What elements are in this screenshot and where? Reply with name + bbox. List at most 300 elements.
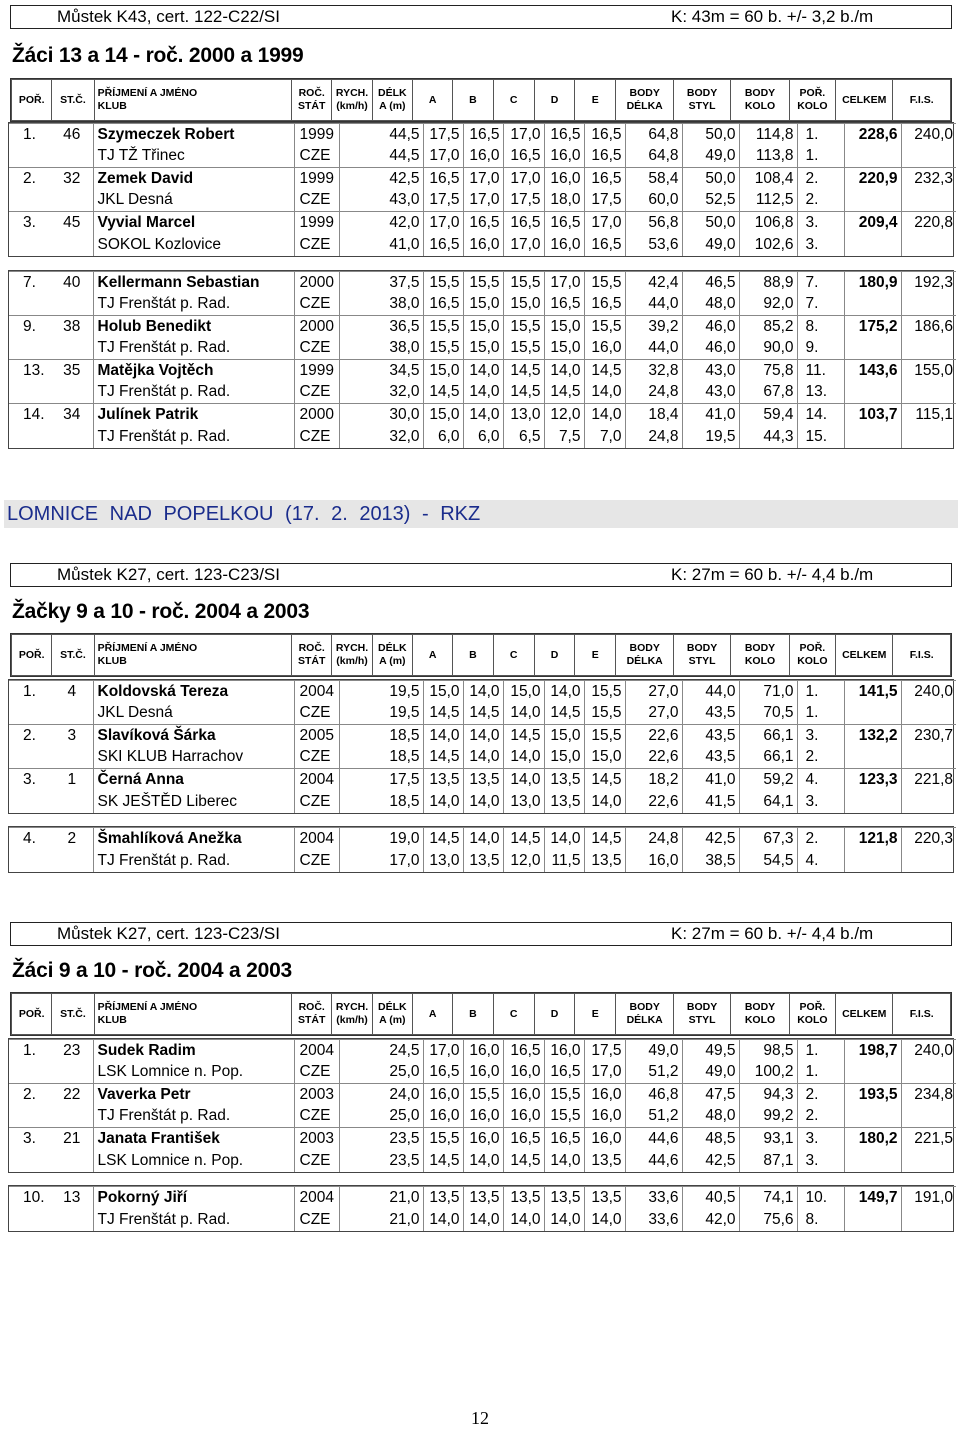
empty-cell bbox=[844, 703, 901, 725]
round-points: 67,8 bbox=[739, 382, 797, 404]
total-points: 209,4 bbox=[844, 212, 901, 234]
judge-score: 17,0 bbox=[463, 190, 503, 212]
speed-cell bbox=[339, 1128, 383, 1150]
header-label: ST.Č. bbox=[60, 648, 86, 661]
speed-cell bbox=[339, 294, 383, 316]
round-points: 108,4 bbox=[739, 168, 797, 190]
distance-points: 22,6 bbox=[625, 747, 682, 769]
country: CZE bbox=[294, 1062, 339, 1084]
distance-points: 49,0 bbox=[625, 1040, 682, 1062]
speed-cell bbox=[339, 212, 383, 234]
style-points: 43,5 bbox=[682, 703, 739, 725]
empty-cell bbox=[9, 747, 51, 769]
judge-score: 12,0 bbox=[503, 850, 544, 872]
judge-score: 14,0 bbox=[584, 404, 625, 426]
judge-score: 14,5 bbox=[503, 382, 544, 404]
style-points: 49,0 bbox=[682, 146, 739, 168]
country: CZE bbox=[294, 850, 339, 872]
header-label: B bbox=[469, 1007, 477, 1020]
round-rank: 7. bbox=[797, 294, 844, 316]
judge-score: 13,5 bbox=[463, 1187, 503, 1209]
jump-distance: 19,5 bbox=[383, 681, 423, 703]
round-points: 102,6 bbox=[739, 234, 797, 256]
round-rank: 8. bbox=[797, 1209, 844, 1231]
start-number: 13 bbox=[51, 1187, 93, 1209]
start-number: 1 bbox=[51, 769, 93, 791]
jump-distance: 43,0 bbox=[389, 191, 420, 209]
judge-score: 13,5 bbox=[423, 769, 463, 791]
jump-distance: 19,5 bbox=[389, 704, 420, 722]
judge-score: 16,0 bbox=[463, 1106, 503, 1128]
judge-score: 16,0 bbox=[463, 146, 503, 168]
speed-cell bbox=[339, 1106, 383, 1128]
header-label: BODY bbox=[744, 1001, 776, 1013]
jump-distance: 25,0 bbox=[389, 1107, 420, 1125]
round-points: 59,2 bbox=[739, 769, 797, 791]
header-label: CELKEM bbox=[842, 1007, 887, 1020]
judge-score: 14,0 bbox=[584, 1209, 625, 1231]
style-points: 50,0 bbox=[682, 212, 739, 234]
speed-cell bbox=[339, 1084, 383, 1106]
style-points: 46,5 bbox=[682, 272, 739, 294]
start-number: 2 bbox=[51, 828, 93, 850]
speed-cell bbox=[339, 146, 383, 168]
header-total bbox=[836, 994, 893, 1035]
table-row bbox=[9, 124, 956, 146]
table-row bbox=[9, 1040, 956, 1062]
fis-points: 240,0 bbox=[901, 681, 956, 703]
club-name: TJ Frenštát p. Rad. bbox=[93, 294, 294, 316]
header-year-country bbox=[292, 635, 332, 676]
country: CZE bbox=[294, 338, 339, 360]
jump-distance: 23,5 bbox=[383, 1128, 423, 1150]
header-label: F.I.S. bbox=[909, 93, 934, 106]
jump-distance: 34,5 bbox=[383, 360, 423, 382]
column-header bbox=[10, 633, 952, 677]
competitor-rank: 3. bbox=[9, 769, 51, 791]
table-row bbox=[9, 1106, 956, 1128]
header-label: POŘ. bbox=[799, 87, 826, 99]
fis-points: 220,8 bbox=[901, 212, 956, 234]
round-rank: 2. bbox=[797, 747, 844, 769]
birth-year: 2004 bbox=[294, 681, 339, 703]
competitor-name: Šmahlíková Anežka bbox=[93, 828, 294, 850]
empty-cell bbox=[51, 190, 93, 212]
speed-cell bbox=[339, 1062, 383, 1084]
empty-cell bbox=[9, 338, 51, 360]
judge-score: 15,0 bbox=[423, 404, 463, 426]
empty-cell bbox=[51, 1209, 93, 1231]
header-style-points bbox=[673, 80, 730, 121]
competitor-rank: 2. bbox=[9, 725, 51, 747]
header-label: STÁT bbox=[298, 100, 326, 112]
judge-score: 14,0 bbox=[584, 791, 625, 813]
header-label: A bbox=[428, 648, 437, 661]
start-number: 40 bbox=[51, 272, 93, 294]
round-points: 87,1 bbox=[739, 1150, 797, 1172]
judge-score: 15,5 bbox=[463, 272, 503, 294]
header-judge-b bbox=[453, 994, 493, 1035]
judge-score: 14,0 bbox=[423, 725, 463, 747]
judge-score: 15,0 bbox=[544, 747, 584, 769]
header-label: BODY bbox=[629, 642, 660, 654]
distance-points: 44,0 bbox=[625, 294, 682, 316]
judge-score: 7,0 bbox=[584, 426, 625, 448]
judge-score: 17,0 bbox=[544, 272, 584, 294]
judge-score: 13,5 bbox=[463, 850, 503, 872]
judge-score: 16,5 bbox=[503, 1128, 544, 1150]
style-points: 43,5 bbox=[682, 747, 739, 769]
empty-cell bbox=[901, 850, 956, 872]
results-block bbox=[8, 1185, 954, 1232]
empty-cell bbox=[844, 146, 901, 168]
judge-score: 16,0 bbox=[544, 234, 584, 256]
header-label: STYL bbox=[688, 1014, 716, 1026]
header-judge-d bbox=[534, 994, 574, 1035]
style-points: 41,0 bbox=[682, 769, 739, 791]
speed-cell bbox=[339, 404, 383, 426]
jump-distance: 21,0 bbox=[383, 1187, 423, 1209]
judge-score: 14,0 bbox=[463, 360, 503, 382]
distance-points: 58,4 bbox=[625, 168, 682, 190]
judge-score: 13,5 bbox=[544, 769, 584, 791]
judge-score: 16,5 bbox=[423, 168, 463, 190]
club-name: TJ Frenštát p. Rad. bbox=[93, 338, 294, 360]
table-row bbox=[9, 190, 956, 212]
judge-score: 16,5 bbox=[463, 124, 503, 146]
judge-score: 15,5 bbox=[423, 338, 463, 360]
country: CZE bbox=[294, 703, 339, 725]
empty-cell bbox=[51, 338, 93, 360]
start-number: 3 bbox=[51, 725, 93, 747]
judge-score: 14,0 bbox=[503, 1209, 544, 1231]
distance-points: 18,4 bbox=[625, 404, 682, 426]
judge-score: 13,0 bbox=[503, 404, 544, 426]
section-title: LOMNICE NAD POPELKOU (17. 2. 2013) - RKZ bbox=[4, 500, 958, 528]
judge-score: 6,0 bbox=[463, 426, 503, 448]
style-points: 43,0 bbox=[682, 382, 739, 404]
club-name: TJ Frenštát p. Rad. bbox=[93, 382, 294, 404]
distance-points: 44,6 bbox=[625, 1150, 682, 1172]
fis-points: 230,7 bbox=[901, 725, 956, 747]
category-title: Žáci 13 a 14 - roč. 2000 a 1999 bbox=[12, 44, 304, 67]
judge-score: 15,0 bbox=[423, 681, 463, 703]
judge-score: 16,0 bbox=[463, 1040, 503, 1062]
judge-score: 15,0 bbox=[544, 316, 584, 338]
distance-points: 27,0 bbox=[625, 703, 682, 725]
header-label: E bbox=[591, 93, 599, 106]
judge-score: 16,5 bbox=[584, 124, 625, 146]
judge-score: 14,0 bbox=[544, 360, 584, 382]
hill-name: Můstek K43, cert. 122-C22/SI bbox=[57, 7, 280, 26]
judge-score: 16,0 bbox=[584, 1128, 625, 1150]
table-row bbox=[9, 850, 956, 872]
start-number: 4 bbox=[51, 681, 93, 703]
header-label: A bbox=[428, 1007, 437, 1020]
header-style-points bbox=[673, 994, 730, 1035]
header-round-points bbox=[731, 80, 789, 121]
club-name: SKI KLUB Harrachov bbox=[93, 747, 294, 769]
hill-name: Můstek K27, cert. 123-C23/SI bbox=[57, 924, 280, 943]
header-label: (km/h) bbox=[336, 1014, 368, 1026]
round-points: 100,2 bbox=[739, 1062, 797, 1084]
judge-score: 17,5 bbox=[503, 190, 544, 212]
distance-points: 44,0 bbox=[625, 338, 682, 360]
birth-year: 2000 bbox=[294, 316, 339, 338]
round-rank: 1. bbox=[797, 1062, 844, 1084]
empty-cell bbox=[844, 1062, 901, 1084]
header-label: D bbox=[550, 1007, 559, 1020]
round-rank: 3. bbox=[797, 725, 844, 747]
empty-cell bbox=[51, 1150, 93, 1172]
header-label: KLUB bbox=[97, 1014, 127, 1026]
fis-points: 240,0 bbox=[901, 1040, 956, 1062]
jump-distance: 38,0 bbox=[389, 339, 420, 357]
birth-year: 1999 bbox=[294, 124, 339, 146]
header-judge-c bbox=[493, 635, 534, 676]
style-points: 38,5 bbox=[682, 850, 739, 872]
fis-points: 220,3 bbox=[901, 828, 956, 850]
speed-cell bbox=[339, 168, 383, 190]
hill-k-point: K: 43m = 60 b. +/- 3,2 b./m bbox=[671, 7, 874, 26]
empty-cell bbox=[9, 1150, 51, 1172]
judge-score: 15,0 bbox=[544, 725, 584, 747]
judge-score: 13,5 bbox=[584, 1150, 625, 1172]
birth-year: 2000 bbox=[294, 272, 339, 294]
judge-score: 17,5 bbox=[423, 124, 463, 146]
judge-score: 15,5 bbox=[584, 316, 625, 338]
table-row bbox=[9, 338, 956, 360]
country: CZE bbox=[294, 234, 339, 256]
header-label: DÉLK bbox=[378, 1001, 407, 1013]
competitor-rank: 2. bbox=[9, 168, 51, 190]
jump-distance: 17,0 bbox=[389, 851, 420, 869]
results-block bbox=[8, 1038, 954, 1173]
header-name-club bbox=[94, 994, 291, 1035]
round-points: 113,8 bbox=[739, 146, 797, 168]
judge-score: 16,5 bbox=[544, 212, 584, 234]
empty-cell bbox=[901, 234, 956, 256]
birth-year: 2004 bbox=[294, 1187, 339, 1209]
round-rank: 13. bbox=[797, 382, 844, 404]
jump-distance: 44,5 bbox=[389, 147, 420, 165]
table-row bbox=[9, 212, 956, 234]
header-label: ST.Č. bbox=[60, 1007, 86, 1020]
judge-score: 16,5 bbox=[503, 146, 544, 168]
judge-score: 15,5 bbox=[503, 316, 544, 338]
style-points: 43,0 bbox=[682, 360, 739, 382]
header-label: D bbox=[550, 648, 559, 661]
distance-points: 33,6 bbox=[625, 1209, 682, 1231]
header-judge-a bbox=[412, 80, 452, 121]
header-label: A (m) bbox=[379, 655, 406, 667]
round-points: 64,1 bbox=[739, 791, 797, 813]
judge-score: 16,5 bbox=[503, 212, 544, 234]
style-points: 46,0 bbox=[682, 338, 739, 360]
judge-score: 13,5 bbox=[463, 769, 503, 791]
category-title: Žačky 9 a 10 - roč. 2004 a 2003 bbox=[12, 600, 310, 623]
empty-cell bbox=[901, 1062, 956, 1084]
fis-points: 221,8 bbox=[901, 769, 956, 791]
competitor-rank: 14. bbox=[9, 404, 51, 426]
club-name: JKL Desná bbox=[93, 703, 294, 725]
empty-cell bbox=[9, 1106, 51, 1128]
judge-score: 16,0 bbox=[544, 146, 584, 168]
header-year-country bbox=[292, 80, 332, 121]
empty-cell bbox=[844, 338, 901, 360]
style-points: 50,0 bbox=[682, 124, 739, 146]
competitor-name: Slavíková Šárka bbox=[93, 725, 294, 747]
empty-cell bbox=[9, 234, 51, 256]
table-row bbox=[9, 168, 956, 190]
header-label: F.I.S. bbox=[909, 648, 934, 661]
results-block bbox=[8, 826, 954, 873]
style-points: 19,5 bbox=[682, 426, 739, 448]
header-judge-a bbox=[412, 635, 452, 676]
judge-score: 14,0 bbox=[544, 828, 584, 850]
table-row bbox=[9, 146, 956, 168]
judge-score: 14,5 bbox=[503, 1150, 544, 1172]
jump-distance: 30,0 bbox=[383, 404, 423, 426]
header-label: STYL bbox=[688, 655, 716, 667]
table-row bbox=[9, 316, 956, 338]
judge-score: 16,5 bbox=[584, 234, 625, 256]
empty-cell bbox=[9, 294, 51, 316]
start-number: 45 bbox=[51, 212, 93, 234]
header-label: ROČ. bbox=[298, 87, 325, 99]
header-label: PŘÍJMENÍ A JMÉNO bbox=[97, 642, 198, 654]
style-points: 41,0 bbox=[682, 404, 739, 426]
empty-cell bbox=[9, 426, 51, 448]
judge-score: 16,0 bbox=[503, 1084, 544, 1106]
judge-score: 14,5 bbox=[544, 703, 584, 725]
empty-cell bbox=[901, 382, 956, 404]
header-round-points bbox=[731, 994, 789, 1035]
round-rank: 15. bbox=[797, 426, 844, 448]
judge-score: 16,5 bbox=[503, 1040, 544, 1062]
style-points: 42,5 bbox=[682, 1150, 739, 1172]
header-label: (km/h) bbox=[336, 100, 368, 112]
header-label: ROČ. bbox=[298, 1001, 325, 1013]
distance-points: 42,4 bbox=[625, 272, 682, 294]
header-speed bbox=[332, 994, 372, 1035]
judge-score: 14,0 bbox=[463, 404, 503, 426]
competitor-rank: 1. bbox=[9, 124, 51, 146]
speed-cell bbox=[339, 1040, 383, 1062]
table-row bbox=[9, 828, 956, 850]
style-points: 43,5 bbox=[682, 725, 739, 747]
header-fis bbox=[893, 994, 951, 1035]
round-points: 59,4 bbox=[739, 404, 797, 426]
table-row bbox=[9, 294, 956, 316]
header-judge-c bbox=[493, 80, 534, 121]
judge-score: 17,0 bbox=[584, 212, 625, 234]
judge-score: 14,5 bbox=[423, 1150, 463, 1172]
competitor-name: Černá Anna bbox=[93, 769, 294, 791]
distance-points: 46,8 bbox=[625, 1084, 682, 1106]
empty-cell bbox=[844, 1150, 901, 1172]
table-row bbox=[9, 681, 956, 703]
judge-score: 16,0 bbox=[544, 1040, 584, 1062]
header-label: KOLO bbox=[744, 100, 776, 112]
round-points: 88,9 bbox=[739, 272, 797, 294]
empty-cell bbox=[51, 850, 93, 872]
judge-score: 15,0 bbox=[423, 360, 463, 382]
style-points: 47,5 bbox=[682, 1084, 739, 1106]
header-speed bbox=[332, 635, 372, 676]
judge-score: 16,0 bbox=[503, 1106, 544, 1128]
header-label: CELKEM bbox=[842, 93, 887, 106]
round-points: 112,5 bbox=[739, 190, 797, 212]
birth-year: 1999 bbox=[294, 168, 339, 190]
header-distance-points bbox=[616, 635, 673, 676]
jump-distance: 42,5 bbox=[383, 168, 423, 190]
country: CZE bbox=[294, 294, 339, 316]
header-year-country bbox=[292, 994, 332, 1035]
speed-cell bbox=[339, 338, 383, 360]
judge-score: 14,0 bbox=[463, 382, 503, 404]
total-points: 132,2 bbox=[844, 725, 901, 747]
empty-cell bbox=[9, 1062, 51, 1084]
judge-score: 14,0 bbox=[423, 1209, 463, 1231]
header-distance bbox=[372, 80, 412, 121]
judge-score: 15,5 bbox=[544, 1106, 584, 1128]
header-total bbox=[836, 80, 893, 121]
table-row bbox=[9, 769, 956, 791]
header-judge-d bbox=[534, 635, 574, 676]
start-number: 21 bbox=[51, 1128, 93, 1150]
judge-score: 12,0 bbox=[544, 404, 584, 426]
empty-cell bbox=[844, 791, 901, 813]
round-rank: 2. bbox=[797, 828, 844, 850]
birth-year: 2004 bbox=[294, 828, 339, 850]
judge-score: 16,0 bbox=[584, 1084, 625, 1106]
table-row bbox=[9, 234, 956, 256]
distance-points: 24,8 bbox=[625, 828, 682, 850]
judge-score: 16,5 bbox=[463, 212, 503, 234]
start-number: 35 bbox=[51, 360, 93, 382]
judge-score: 15,5 bbox=[584, 681, 625, 703]
header-distance bbox=[372, 994, 412, 1035]
judge-score: 17,5 bbox=[584, 190, 625, 212]
judge-score: 13,0 bbox=[423, 850, 463, 872]
birth-year: 2004 bbox=[294, 1040, 339, 1062]
empty-cell bbox=[901, 1106, 956, 1128]
club-name: TJ TŽ Třinec bbox=[93, 146, 294, 168]
judge-score: 14,0 bbox=[503, 703, 544, 725]
total-points: 149,7 bbox=[844, 1187, 901, 1209]
judge-score: 14,0 bbox=[423, 791, 463, 813]
judge-score: 15,5 bbox=[503, 338, 544, 360]
birth-year: 2005 bbox=[294, 725, 339, 747]
competitor-name: Kellermann Sebastian bbox=[93, 272, 294, 294]
header-label: BODY bbox=[629, 1001, 660, 1013]
competitor-rank: 10. bbox=[9, 1187, 51, 1209]
distance-points: 64,8 bbox=[625, 146, 682, 168]
judge-score: 14,5 bbox=[423, 382, 463, 404]
distance-points: 51,2 bbox=[625, 1106, 682, 1128]
results-block bbox=[8, 122, 954, 257]
start-number: 46 bbox=[51, 124, 93, 146]
judge-score: 14,0 bbox=[463, 725, 503, 747]
competitor-name: Pokorný Jiří bbox=[93, 1187, 294, 1209]
header-label: F.I.S. bbox=[909, 1007, 934, 1020]
round-points: 98,5 bbox=[739, 1040, 797, 1062]
birth-year: 2000 bbox=[294, 404, 339, 426]
judge-score: 17,0 bbox=[423, 212, 463, 234]
empty-cell bbox=[9, 146, 51, 168]
header-label: POŘ. bbox=[18, 93, 45, 106]
